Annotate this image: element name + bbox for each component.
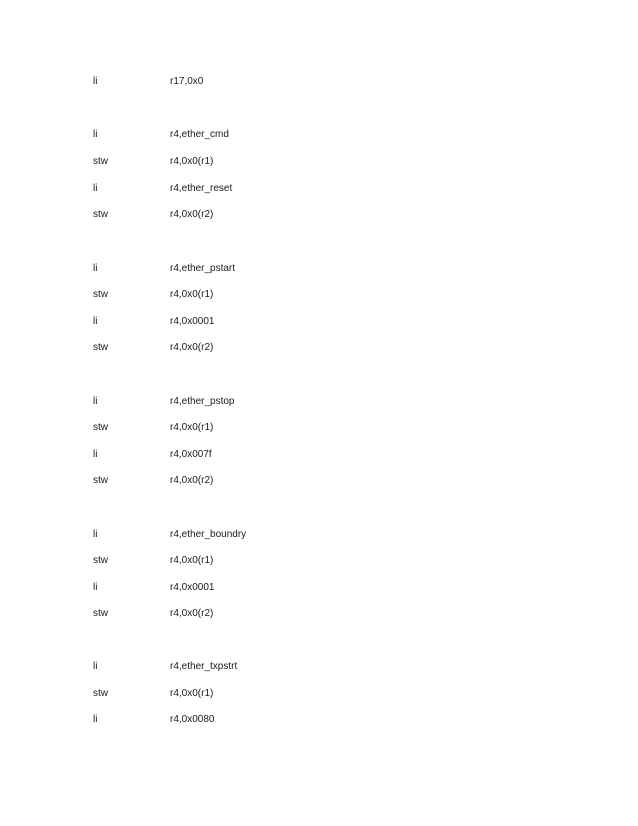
code-line	[0, 580, 638, 596]
opcode: li	[93, 396, 98, 407]
opcode: stw	[93, 209, 108, 220]
opcode: li	[93, 714, 98, 725]
operands: r4,0x0(r1)	[170, 555, 214, 566]
operands: r4,ether_boundry	[170, 529, 247, 540]
operands: r4,0x0(r1)	[170, 688, 214, 699]
code-line	[0, 659, 638, 675]
code-line	[0, 154, 638, 170]
operands: r4,0x0(r2)	[170, 608, 214, 619]
opcode: li	[93, 449, 98, 460]
operands: r4,0x0(r1)	[170, 422, 214, 433]
opcode: stw	[93, 608, 108, 619]
opcode: stw	[93, 688, 108, 699]
code-line	[0, 473, 638, 489]
operands: r4,0x0001	[170, 582, 215, 593]
operands: r4,ether_reset	[170, 183, 233, 194]
code-line	[0, 340, 638, 356]
opcode: stw	[93, 422, 108, 433]
operands: r17,0x0	[170, 76, 204, 87]
code-line	[0, 127, 638, 143]
opcode: stw	[93, 555, 108, 566]
code-line	[0, 447, 638, 463]
operands: r4,ether_cmd	[170, 129, 229, 140]
opcode: stw	[93, 289, 108, 300]
operands: r4,0x0(r1)	[170, 289, 214, 300]
code-line	[0, 261, 638, 277]
code-line	[0, 686, 638, 702]
opcode: li	[93, 76, 98, 87]
code-line	[0, 394, 638, 410]
code-line	[0, 74, 638, 90]
opcode: li	[93, 183, 98, 194]
operands: r4,ether_pstop	[170, 396, 235, 407]
code-line	[0, 207, 638, 223]
code-line	[0, 553, 638, 569]
opcode: li	[93, 661, 98, 672]
operands: r4,0x0(r1)	[170, 156, 214, 167]
operands: r4,0x007f	[170, 449, 212, 460]
operands: r4,0x0001	[170, 316, 215, 327]
operands: r4,0x0(r2)	[170, 342, 214, 353]
operands: r4,0x0080	[170, 714, 215, 725]
opcode: stw	[93, 342, 108, 353]
opcode: li	[93, 263, 98, 274]
code-line	[0, 420, 638, 436]
code-line	[0, 287, 638, 303]
opcode: stw	[93, 156, 108, 167]
operands: r4,0x0(r2)	[170, 475, 214, 486]
opcode: li	[93, 129, 98, 140]
code-line	[0, 712, 638, 728]
code-line	[0, 181, 638, 197]
opcode: li	[93, 529, 98, 540]
code-line	[0, 314, 638, 330]
opcode: li	[93, 582, 98, 593]
code-line	[0, 606, 638, 622]
opcode: stw	[93, 475, 108, 486]
operands: r4,ether_pstart	[170, 263, 236, 274]
operands: r4,0x0(r2)	[170, 209, 214, 220]
operands: r4,ether_txpstrt	[170, 661, 238, 672]
code-line	[0, 527, 638, 543]
opcode: li	[93, 316, 98, 327]
